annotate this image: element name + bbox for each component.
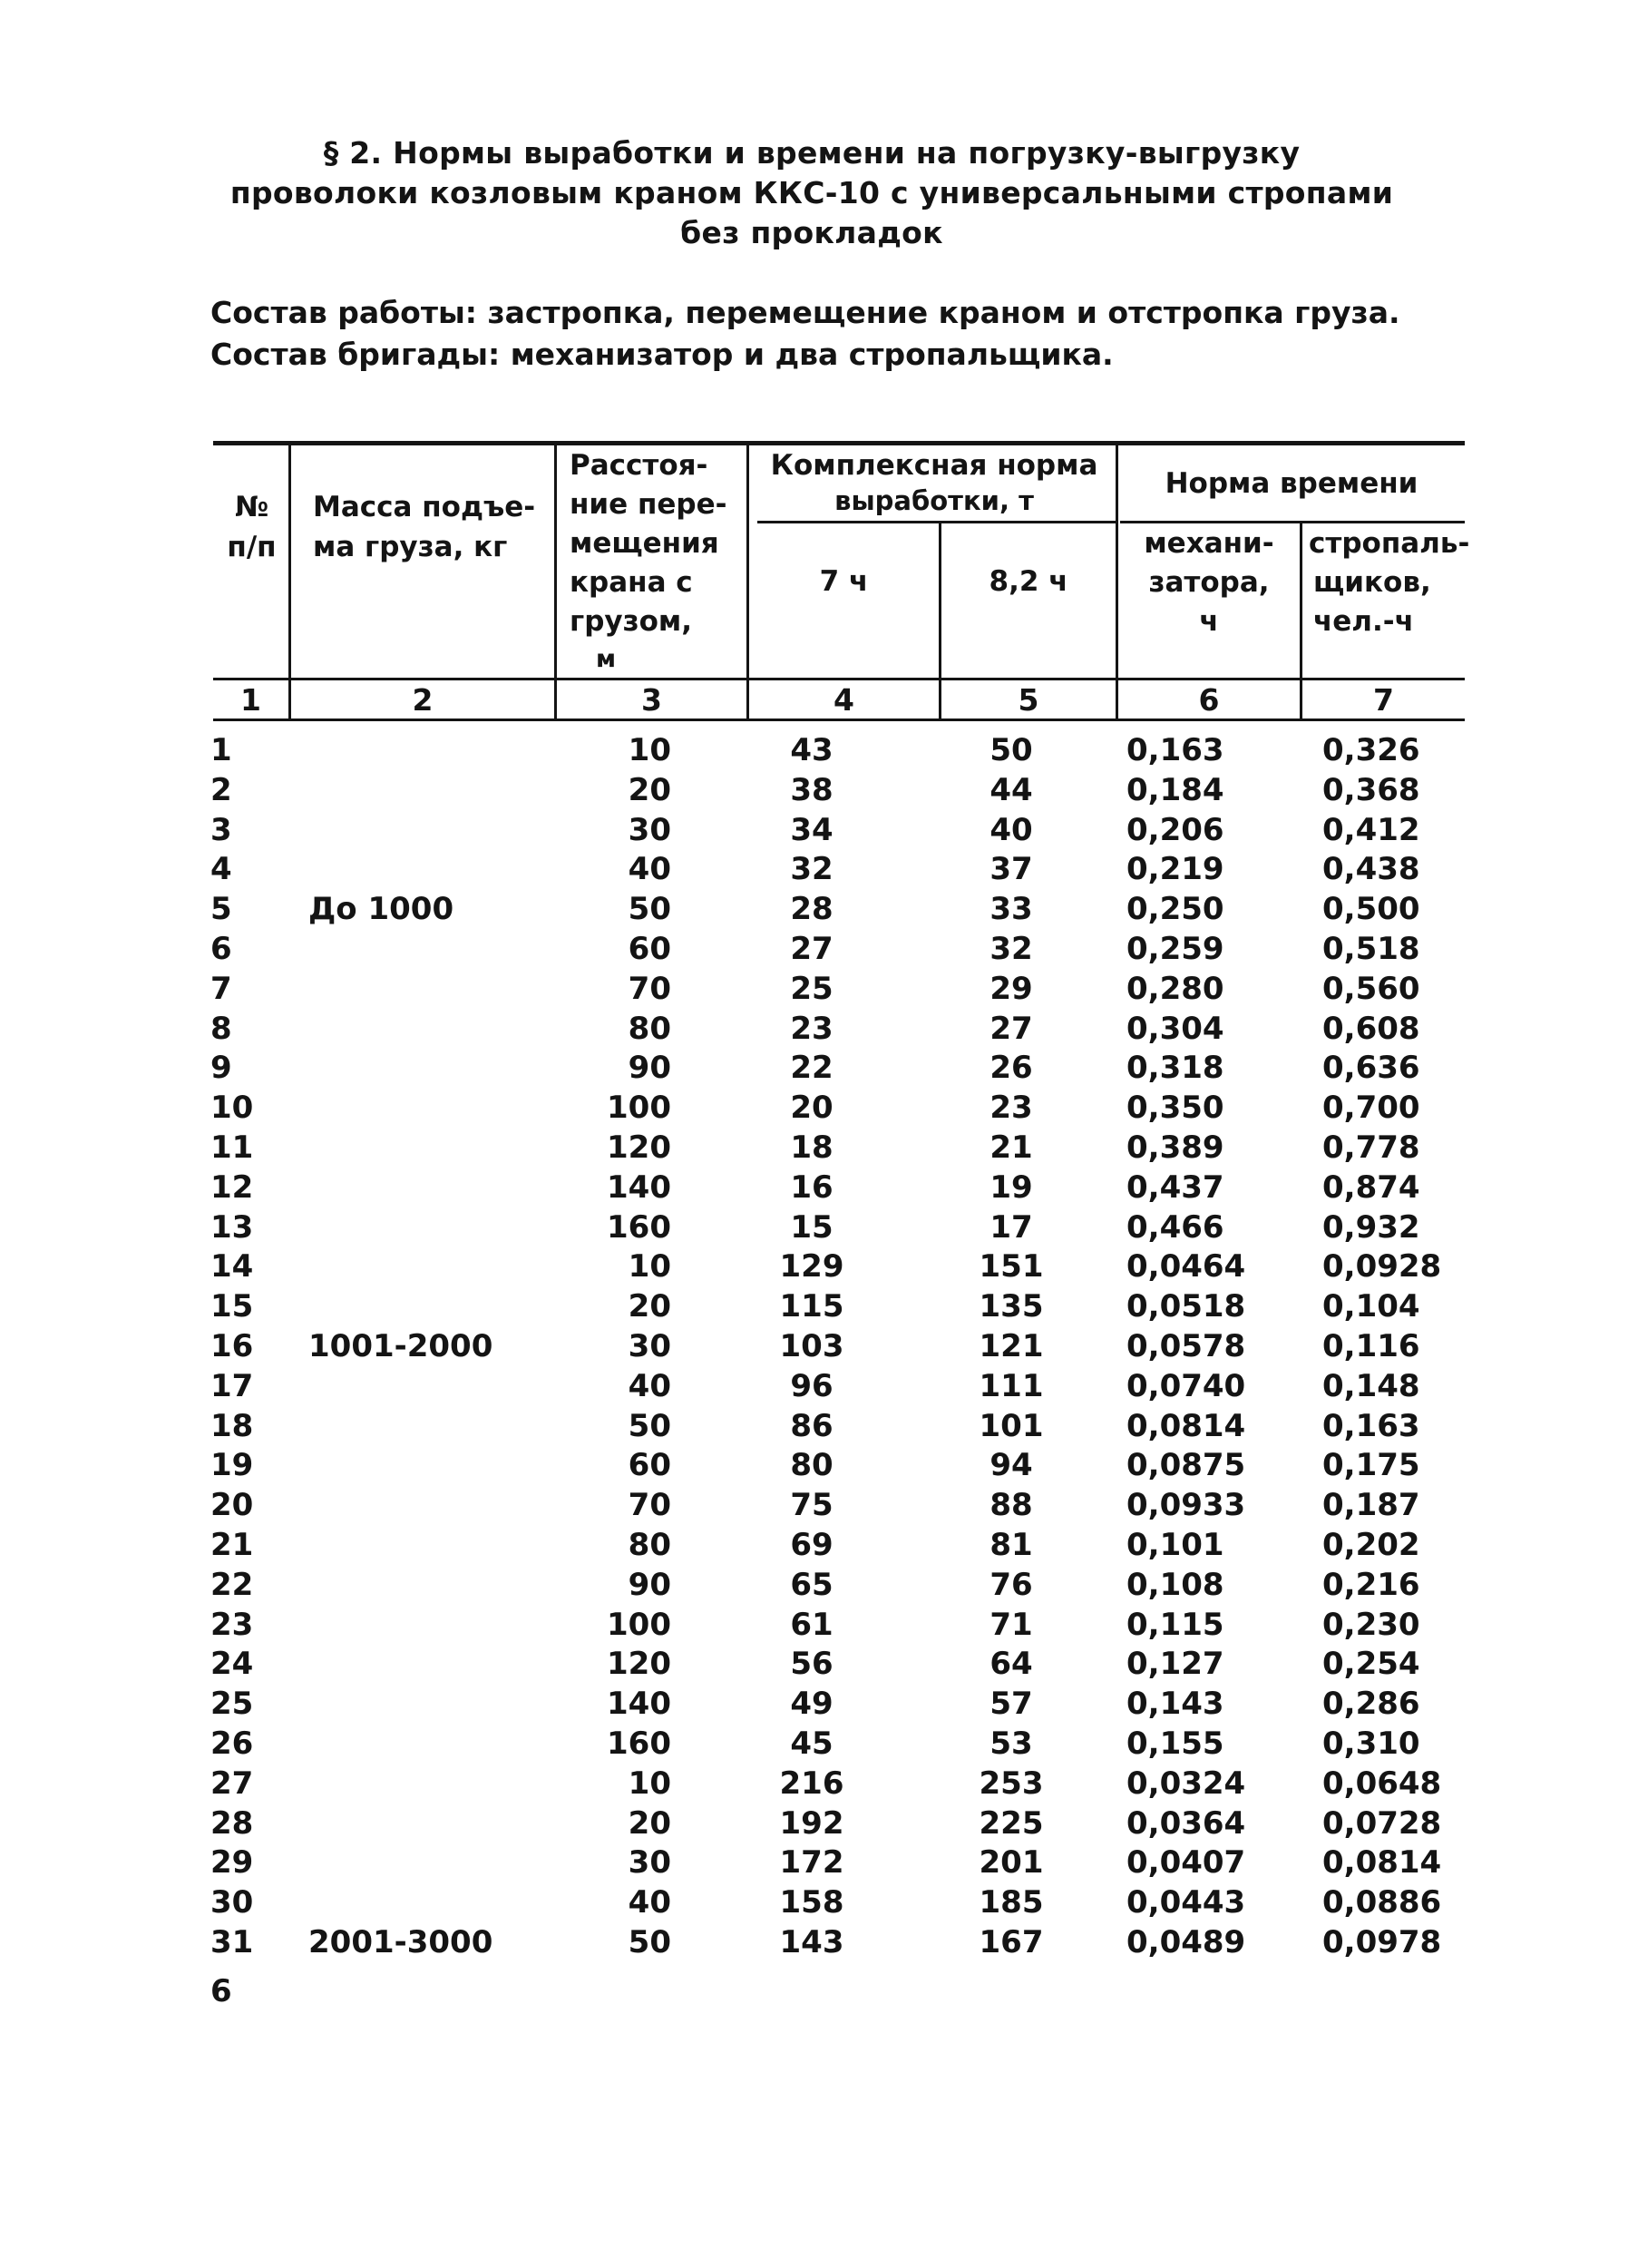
row-number: 23 [210, 1607, 254, 1643]
distance-cell: 40 [628, 1368, 671, 1404]
slinger-time-cell: 0,116 [1322, 1328, 1420, 1364]
distance-cell: 140 [607, 1169, 671, 1206]
slinger-time-cell: 0,0978 [1322, 1924, 1442, 1960]
output-7h-cell: 75 [790, 1487, 833, 1523]
section-title-line-2: проволоки козловым краном ККС-10 с универсальными стропами [229, 175, 1394, 210]
output-8-2h-cell: 40 [989, 812, 1033, 848]
output-7h-cell: 69 [790, 1527, 833, 1563]
row-number: 26 [210, 1725, 254, 1762]
output-8-2h-cell: 101 [979, 1408, 1044, 1444]
slinger-time-cell: 0,438 [1322, 851, 1420, 887]
output-7h-cell: 56 [790, 1646, 833, 1682]
time-norm-subheader-line [1120, 521, 1465, 523]
output-7h-cell: 96 [790, 1368, 833, 1404]
distance-cell: 30 [628, 812, 671, 848]
row-number: 20 [210, 1487, 254, 1523]
distance-cell: 40 [628, 1884, 671, 1921]
output-8-2h-cell: 71 [989, 1607, 1033, 1643]
distance-cell: 20 [628, 1805, 671, 1842]
slinger-time-cell: 0,368 [1322, 772, 1420, 808]
row-number: 6 [210, 931, 232, 967]
mechanic-time-cell: 0,0443 [1126, 1884, 1246, 1921]
output-8-2h-cell: 17 [989, 1209, 1033, 1246]
output-7h-cell: 34 [790, 812, 833, 848]
mass-group-label: 1001-2000 [308, 1328, 493, 1364]
row-number: 21 [210, 1527, 254, 1563]
output-7h-cell: 45 [790, 1725, 833, 1762]
slinger-time-cell: 0,932 [1322, 1209, 1420, 1246]
row-number: 2 [210, 772, 232, 808]
section-title-line-3: без прокладок [680, 215, 943, 250]
output-8-2h-cell: 27 [989, 1011, 1033, 1047]
team-composition: Состав бригады: механизатор и два стропальщика. [210, 337, 1114, 372]
mechanic-time-cell: 0,0464 [1126, 1248, 1246, 1285]
complex-norm-subheader-line [757, 521, 1116, 523]
output-8-2h-cell: 53 [989, 1725, 1033, 1762]
column-numbers-bottom-line [213, 719, 1465, 721]
row-number: 4 [210, 851, 232, 887]
distance-cell: 120 [607, 1646, 671, 1682]
row-number: 10 [210, 1090, 254, 1126]
mechanic-time-cell: 0,259 [1126, 931, 1224, 967]
distance-cell: 70 [628, 1487, 671, 1523]
output-8-2h-cell: 57 [989, 1686, 1033, 1722]
col-number-3: 3 [641, 682, 662, 718]
col-number-6: 6 [1198, 682, 1220, 718]
col-divider-1 [288, 445, 291, 720]
distance-cell: 100 [607, 1607, 671, 1643]
row-number: 24 [210, 1646, 254, 1682]
slinger-time-cell: 0,202 [1322, 1527, 1420, 1563]
mechanic-time-cell: 0,0814 [1126, 1408, 1246, 1444]
output-8-2h-cell: 37 [989, 851, 1033, 887]
slinger-time-cell: 0,254 [1322, 1646, 1420, 1682]
header-bottom-line [213, 678, 1465, 680]
mechanic-time-cell: 0,101 [1126, 1527, 1224, 1563]
output-7h-cell: 20 [790, 1090, 833, 1126]
output-7h-cell: 27 [790, 931, 833, 967]
distance-cell: 70 [628, 971, 671, 1007]
mechanic-time-cell: 0,0407 [1126, 1844, 1246, 1881]
col-number-4: 4 [833, 682, 854, 718]
output-7h-cell: 80 [790, 1447, 833, 1483]
mass-group-label: 2001-3000 [308, 1924, 493, 1960]
header-mech-line-2: затора, [1148, 566, 1270, 599]
output-8-2h-cell: 151 [979, 1248, 1044, 1285]
output-8-2h-cell: 76 [989, 1567, 1033, 1603]
output-7h-cell: 115 [779, 1288, 844, 1325]
row-number: 31 [210, 1924, 254, 1960]
distance-cell: 20 [628, 1288, 671, 1325]
distance-cell: 90 [628, 1567, 671, 1603]
output-8-2h-cell: 167 [979, 1924, 1044, 1960]
slinger-time-cell: 0,148 [1322, 1368, 1420, 1404]
output-8-2h-cell: 32 [989, 931, 1033, 967]
row-number: 15 [210, 1288, 254, 1325]
slinger-time-cell: 0,0886 [1322, 1884, 1442, 1921]
mechanic-time-cell: 0,389 [1126, 1129, 1224, 1166]
slinger-time-cell: 0,700 [1322, 1090, 1420, 1126]
output-7h-cell: 216 [779, 1765, 844, 1802]
row-number: 7 [210, 971, 232, 1007]
mechanic-time-cell: 0,318 [1126, 1050, 1224, 1086]
output-7h-cell: 25 [790, 971, 833, 1007]
distance-cell: 80 [628, 1011, 671, 1047]
output-8-2h-cell: 29 [989, 971, 1033, 1007]
output-8-2h-cell: 23 [989, 1090, 1033, 1126]
mechanic-time-cell: 0,219 [1126, 851, 1224, 887]
header-distance-line-4: крана с [570, 566, 693, 599]
mechanic-time-cell: 0,115 [1126, 1607, 1224, 1643]
slinger-time-cell: 0,0928 [1322, 1248, 1442, 1285]
distance-cell: 10 [628, 1248, 671, 1285]
output-7h-cell: 129 [779, 1248, 844, 1285]
output-8-2h-cell: 64 [989, 1646, 1033, 1682]
row-number: 14 [210, 1248, 254, 1285]
output-7h-cell: 23 [790, 1011, 833, 1047]
slinger-time-cell: 0,518 [1322, 931, 1420, 967]
header-7h: 7 ч [819, 565, 869, 598]
output-8-2h-cell: 201 [979, 1844, 1044, 1881]
distance-cell: 160 [607, 1725, 671, 1762]
output-8-2h-cell: 19 [989, 1169, 1033, 1206]
output-8-2h-cell: 253 [979, 1765, 1044, 1802]
output-8-2h-cell: 135 [979, 1288, 1044, 1325]
slinger-time-cell: 0,636 [1322, 1050, 1420, 1086]
mechanic-time-cell: 0,0364 [1126, 1805, 1246, 1842]
mechanic-time-cell: 0,0518 [1126, 1288, 1246, 1325]
header-distance-line-2: ние пере- [570, 488, 727, 521]
header-distance-line-3: мещения [570, 527, 719, 560]
output-7h-cell: 15 [790, 1209, 833, 1246]
output-7h-cell: 32 [790, 851, 833, 887]
distance-cell: 90 [628, 1050, 671, 1086]
distance-cell: 160 [607, 1209, 671, 1246]
output-8-2h-cell: 121 [979, 1328, 1044, 1364]
output-8-2h-cell: 94 [989, 1447, 1033, 1483]
distance-cell: 50 [628, 891, 671, 927]
header-distance-line-5: грузом, [570, 605, 693, 638]
slinger-time-cell: 0,500 [1322, 891, 1420, 927]
distance-cell: 80 [628, 1527, 671, 1563]
output-8-2h-cell: 111 [979, 1368, 1044, 1404]
header-complex-norm: Комплексная норма [770, 449, 1098, 482]
section-title-line-1: § 2. Нормы выработки и времени на погрузку-выгрузку [323, 135, 1301, 171]
slinger-time-cell: 0,0814 [1322, 1844, 1442, 1881]
col-number-5: 5 [1018, 682, 1039, 718]
header-complex-norm-unit: выработки, т [834, 485, 1034, 516]
distance-cell: 50 [628, 1408, 671, 1444]
distance-cell: 120 [607, 1129, 671, 1166]
distance-cell: 30 [628, 1844, 671, 1881]
mechanic-time-cell: 0,466 [1126, 1209, 1224, 1246]
mechanic-time-cell: 0,155 [1126, 1725, 1224, 1762]
mechanic-time-cell: 0,0324 [1126, 1765, 1246, 1802]
col-divider-2 [554, 445, 557, 720]
output-7h-cell: 22 [790, 1050, 833, 1086]
mechanic-time-cell: 0,163 [1126, 732, 1224, 768]
distance-cell: 60 [628, 931, 671, 967]
row-number: 17 [210, 1368, 254, 1404]
slinger-time-cell: 0,104 [1322, 1288, 1420, 1325]
header-mass-line-1: Масса подъе- [313, 491, 536, 523]
slinger-time-cell: 0,230 [1322, 1607, 1420, 1643]
output-7h-cell: 18 [790, 1129, 833, 1166]
output-7h-cell: 61 [790, 1607, 833, 1643]
row-number: 28 [210, 1805, 254, 1842]
slinger-time-cell: 0,175 [1322, 1447, 1420, 1483]
slinger-time-cell: 0,0648 [1322, 1765, 1442, 1802]
header-slinger-line-2: щиков, [1313, 566, 1431, 599]
output-8-2h-cell: 88 [989, 1487, 1033, 1523]
output-8-2h-cell: 21 [989, 1129, 1033, 1166]
row-number: 1 [210, 732, 232, 768]
header-distance-line-1: Расстоя- [570, 449, 708, 482]
output-8-2h-cell: 225 [979, 1805, 1044, 1842]
distance-cell: 10 [628, 1765, 671, 1802]
col-number-7: 7 [1373, 682, 1394, 718]
output-7h-cell: 43 [790, 732, 833, 768]
slinger-time-cell: 0,412 [1322, 812, 1420, 848]
row-number: 19 [210, 1447, 254, 1483]
mechanic-time-cell: 0,250 [1126, 891, 1224, 927]
slinger-time-cell: 0,560 [1322, 971, 1420, 1007]
output-7h-cell: 143 [779, 1924, 844, 1960]
distance-cell: 30 [628, 1328, 671, 1364]
row-number: 30 [210, 1884, 254, 1921]
header-mech-line-3: ч [1199, 605, 1219, 638]
mechanic-time-cell: 0,206 [1126, 812, 1224, 848]
output-8-2h-cell: 33 [989, 891, 1033, 927]
slinger-time-cell: 0,286 [1322, 1686, 1420, 1722]
mass-group-label: До 1000 [308, 891, 454, 927]
header-mech-line-1: механи- [1144, 527, 1274, 560]
mechanic-time-cell: 0,0933 [1126, 1487, 1246, 1523]
row-number: 18 [210, 1408, 254, 1444]
mechanic-time-cell: 0,108 [1126, 1567, 1224, 1603]
slinger-time-cell: 0,310 [1322, 1725, 1420, 1762]
output-8-2h-cell: 44 [989, 772, 1033, 808]
output-8-2h-cell: 26 [989, 1050, 1033, 1086]
mechanic-time-cell: 0,184 [1126, 772, 1224, 808]
row-number: 11 [210, 1129, 254, 1166]
mechanic-time-cell: 0,0578 [1126, 1328, 1246, 1364]
distance-cell: 100 [607, 1090, 671, 1126]
slinger-time-cell: 0,216 [1322, 1567, 1420, 1603]
output-7h-cell: 16 [790, 1169, 833, 1206]
slinger-time-cell: 0,326 [1322, 732, 1420, 768]
output-8-2h-cell: 50 [989, 732, 1033, 768]
distance-cell: 50 [628, 1924, 671, 1960]
distance-cell: 60 [628, 1447, 671, 1483]
header-mass-line-2: ма груза, кг [313, 531, 508, 563]
row-number: 25 [210, 1686, 254, 1722]
slinger-time-cell: 0,874 [1322, 1169, 1420, 1206]
col-number-2: 2 [412, 682, 434, 718]
output-7h-cell: 86 [790, 1408, 833, 1444]
output-7h-cell: 158 [779, 1884, 844, 1921]
mechanic-time-cell: 0,0875 [1126, 1447, 1246, 1483]
mechanic-time-cell: 0,0489 [1126, 1924, 1246, 1960]
col-number-1: 1 [240, 682, 261, 718]
output-7h-cell: 172 [779, 1844, 844, 1881]
row-number: 29 [210, 1844, 254, 1881]
output-7h-cell: 103 [779, 1328, 844, 1364]
page-number: 6 [210, 1973, 232, 2009]
row-number: 22 [210, 1567, 254, 1603]
mechanic-time-cell: 0,143 [1126, 1686, 1224, 1722]
output-7h-cell: 49 [790, 1686, 833, 1722]
header-time-norm: Норма времени [1165, 467, 1418, 500]
output-7h-cell: 28 [790, 891, 833, 927]
mechanic-time-cell: 0,437 [1126, 1169, 1224, 1206]
output-8-2h-cell: 185 [979, 1884, 1044, 1921]
slinger-time-cell: 0,187 [1322, 1487, 1420, 1523]
mechanic-time-cell: 0,127 [1126, 1646, 1224, 1682]
table-top-border [213, 441, 1465, 445]
output-7h-cell: 38 [790, 772, 833, 808]
mechanic-time-cell: 0,350 [1126, 1090, 1224, 1126]
slinger-time-cell: 0,778 [1322, 1129, 1420, 1166]
distance-cell: 40 [628, 851, 671, 887]
header-8-2h: 8,2 ч [989, 565, 1068, 598]
header-slinger-line-1: стропаль- [1309, 527, 1470, 560]
row-number: 27 [210, 1765, 254, 1802]
header-no: № [234, 491, 269, 523]
output-8-2h-cell: 81 [989, 1527, 1033, 1563]
row-number: 13 [210, 1209, 254, 1246]
output-7h-cell: 192 [779, 1805, 844, 1842]
row-number: 5 [210, 891, 232, 927]
slinger-time-cell: 0,0728 [1322, 1805, 1442, 1842]
row-number: 3 [210, 812, 232, 848]
row-number: 8 [210, 1011, 232, 1047]
distance-cell: 20 [628, 772, 671, 808]
mechanic-time-cell: 0,304 [1126, 1011, 1224, 1047]
header-distance-unit: м [595, 645, 617, 673]
work-composition: Состав работы: застропка, перемещение краном и отстропка груза. [210, 295, 1400, 330]
slinger-time-cell: 0,163 [1322, 1408, 1420, 1444]
row-number: 12 [210, 1169, 254, 1206]
row-number: 9 [210, 1050, 232, 1086]
mechanic-time-cell: 0,280 [1126, 971, 1224, 1007]
row-number: 16 [210, 1328, 254, 1364]
output-7h-cell: 65 [790, 1567, 833, 1603]
distance-cell: 10 [628, 732, 671, 768]
mechanic-time-cell: 0,0740 [1126, 1368, 1246, 1404]
distance-cell: 140 [607, 1686, 671, 1722]
slinger-time-cell: 0,608 [1322, 1011, 1420, 1047]
header-slinger-line-3: чел.-ч [1313, 605, 1414, 638]
header-no-sub: п/п [227, 531, 277, 563]
